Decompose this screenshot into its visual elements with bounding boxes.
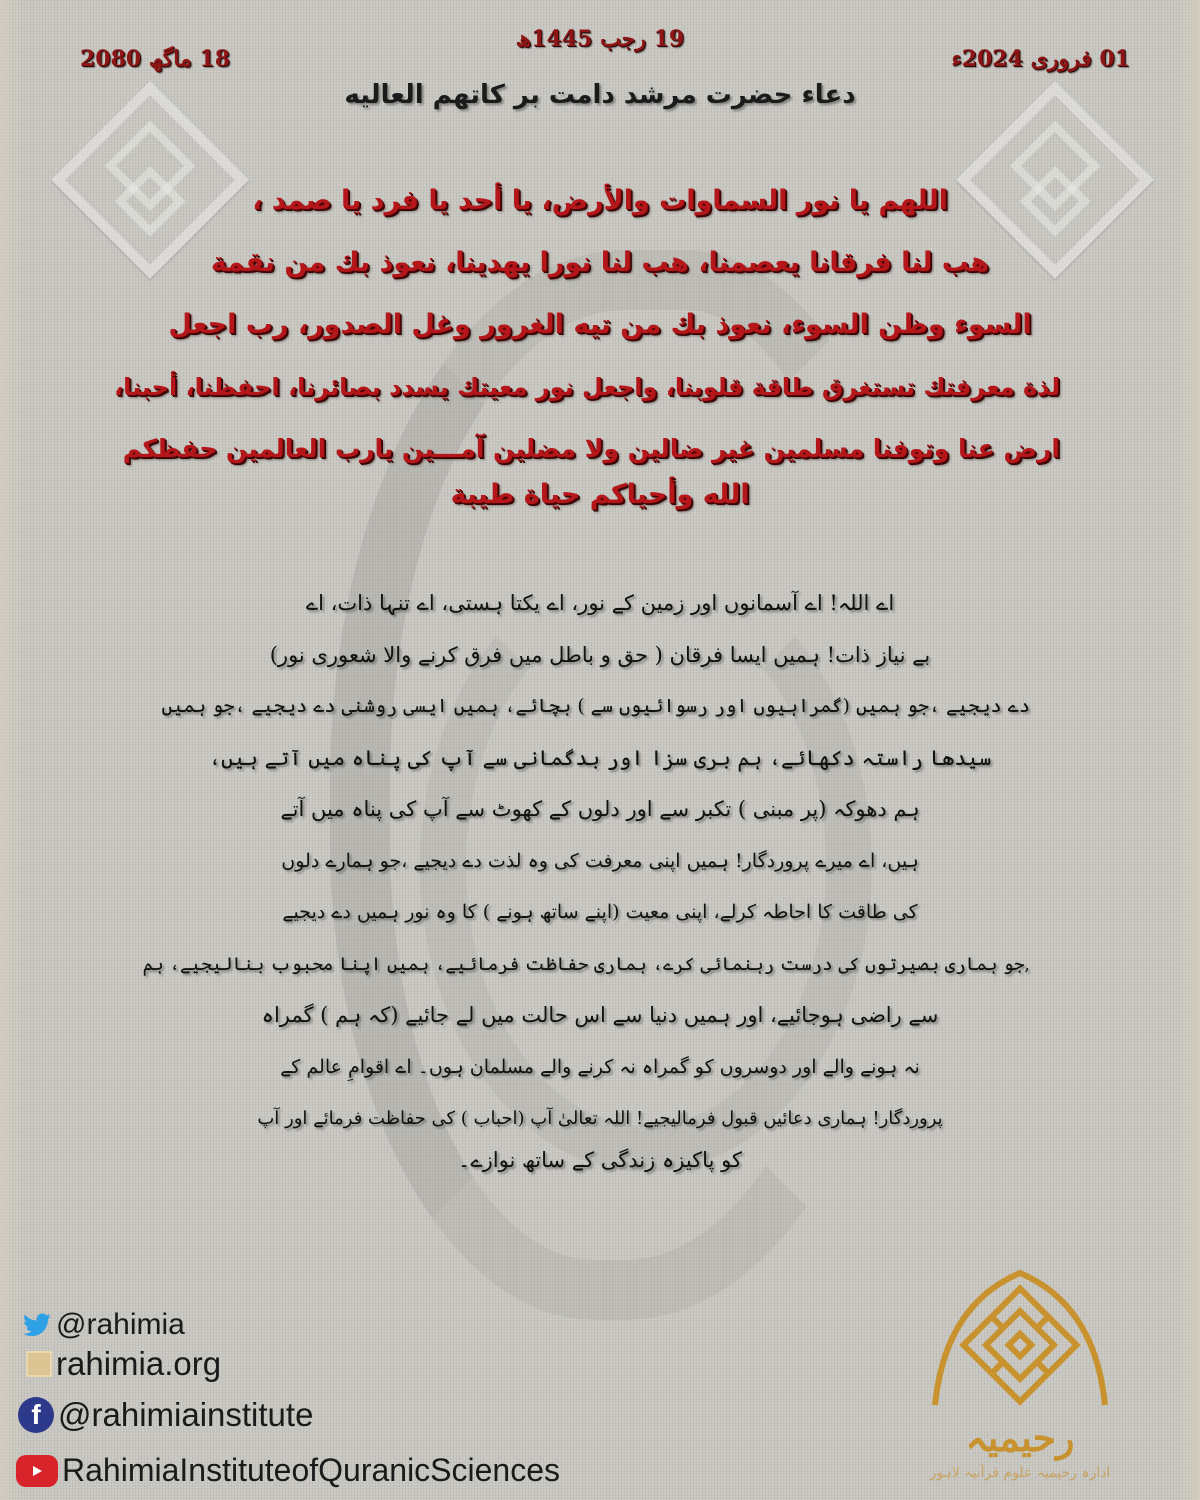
urdu-line: ہیں، اے میرے پروردگار! ہمیں اپنی معرفت کی وہ لذت دے دیجیے ،جو ہمارے دلوں bbox=[281, 849, 919, 872]
facebook-handle: @rahimiainstitute bbox=[58, 1396, 314, 1433]
website-link[interactable] bbox=[22, 1345, 221, 1383]
logo-subtitle: ادارہ رحیمیہ علوم قرآنیہ لاہور bbox=[929, 1465, 1111, 1481]
arabic-line: السوء وظن السوء، نعوذ بك من تيه الغرور وغل الصدور، رب اجعل bbox=[168, 309, 1032, 340]
page-title: دعاء حضرت مرشد دامت بر کاتهم العاليه bbox=[344, 80, 856, 110]
twitter-bird-icon bbox=[22, 1313, 52, 1337]
urdu-line: کی طاقت کا احاطہ کرلے، اپنی معیت (اپنے ساتھ ہونے ) کا وہ نور ہمیں دے دیجیے bbox=[282, 901, 918, 923]
urdu-line: کو پاکیزہ زندگی کے ساتھ نوازے۔ bbox=[458, 1147, 742, 1172]
arabic-line: هب لنا فرقانا يعصمنا، هب لنا نورا يهدينا، نعوذ بك من نقمة bbox=[210, 247, 990, 278]
rahimia-logo bbox=[905, 1265, 1135, 1495]
urdu-line: بے نیاز ذات! ہمیں ایسا فرقان ( حق و باطل میں فرق کرنے والا شعوری نور) bbox=[269, 642, 931, 667]
urdu-line: نہ ہونے والے اور دوسروں کو گمراہ نہ کرنے والے مسلمان ہوں۔ اے اقوامِ عالم کے bbox=[280, 1055, 920, 1078]
youtube-play-icon bbox=[16, 1455, 58, 1487]
arabic-line: ارض عنا وتوفنا مسلمين غير ضالين ولا مضلين آمـــين يارب العالمين حفظكم bbox=[122, 434, 1060, 463]
urdu-line: سیدھا راستہ دکھائے، ہم بری سزا اور بدگمانی سے آپ کی پناہ میں آتے ہیں، bbox=[208, 745, 992, 770]
gregorian-date: 01 فروری 2024ء bbox=[951, 46, 1130, 72]
hijri-date: 19 رجب 1445ھ bbox=[515, 26, 685, 52]
urdu-line: ,جو ہماری بصیرتوں کی درست رہنمائی کرے، ہماری حفاظت فرمائیے، ہمیں اپنا محبوب بنالیجیے، ہم bbox=[142, 953, 1030, 975]
bikrami-date: 18 ماگھ 2080 bbox=[80, 46, 231, 72]
twitter-link[interactable] bbox=[22, 1308, 185, 1342]
rahimia-logo-icon bbox=[905, 1265, 1135, 1495]
urdu-translation bbox=[142, 578, 1030, 1175]
urdu-line: اے اللہ! اے آسمانوں اور زمین کے نور، اے یکتا ہستی، اے تنہا ذات، اے bbox=[305, 591, 895, 615]
website-url: rahimia.org bbox=[56, 1345, 222, 1382]
facebook-link[interactable] bbox=[18, 1396, 313, 1434]
arabic-dua bbox=[113, 170, 1060, 510]
urdu-line: پروردگار! ہماری دعائیں قبول فرمالیجیے! اللہ تعالیٰ آپ (احباب ) کی حفاظت فرمائے اور آپ bbox=[257, 1108, 943, 1129]
twitter-handle: @rahimia bbox=[56, 1308, 185, 1341]
facebook-icon: f bbox=[18, 1397, 54, 1433]
urdu-line: سے راضی ہوجائیے، اور ہمیں دنیا سے اس حالت میں لے جائیے (کہ ہم ) گمراہ bbox=[261, 1003, 939, 1027]
arabic-line: اللهم يا نور السماوات والأرض، يا أحد يا فرد يا صمد ، bbox=[252, 185, 948, 216]
youtube-link[interactable] bbox=[16, 1452, 560, 1489]
youtube-channel: RahimiaInstituteofQuranicSciences bbox=[62, 1452, 561, 1488]
arabic-line: الله وأحياكم حياة طيبة bbox=[450, 479, 750, 510]
arabic-line: لذة معرفتك تستغرق طاقة قلوبنا، واجعل نور معيتك يسدد بصائرنا، احفظنا، أحبنا، bbox=[113, 373, 1060, 401]
urdu-line: ہم دھوکہ (پر مبنی ) تکبر سے اور دلوں کے کھوٹ سے آپ کی پناہ میں آتے bbox=[280, 797, 920, 821]
website-logo-icon bbox=[26, 1351, 52, 1377]
urdu-line: دے دیجیے ،جو ہمیں (گمراہیوں اور رسوائیوں سے ) بچائے، ہمیں ایسی روشنی دے دیجیے ،جو ہمیں bbox=[161, 695, 1030, 717]
logo-name: رحیمیہ bbox=[965, 1415, 1075, 1460]
